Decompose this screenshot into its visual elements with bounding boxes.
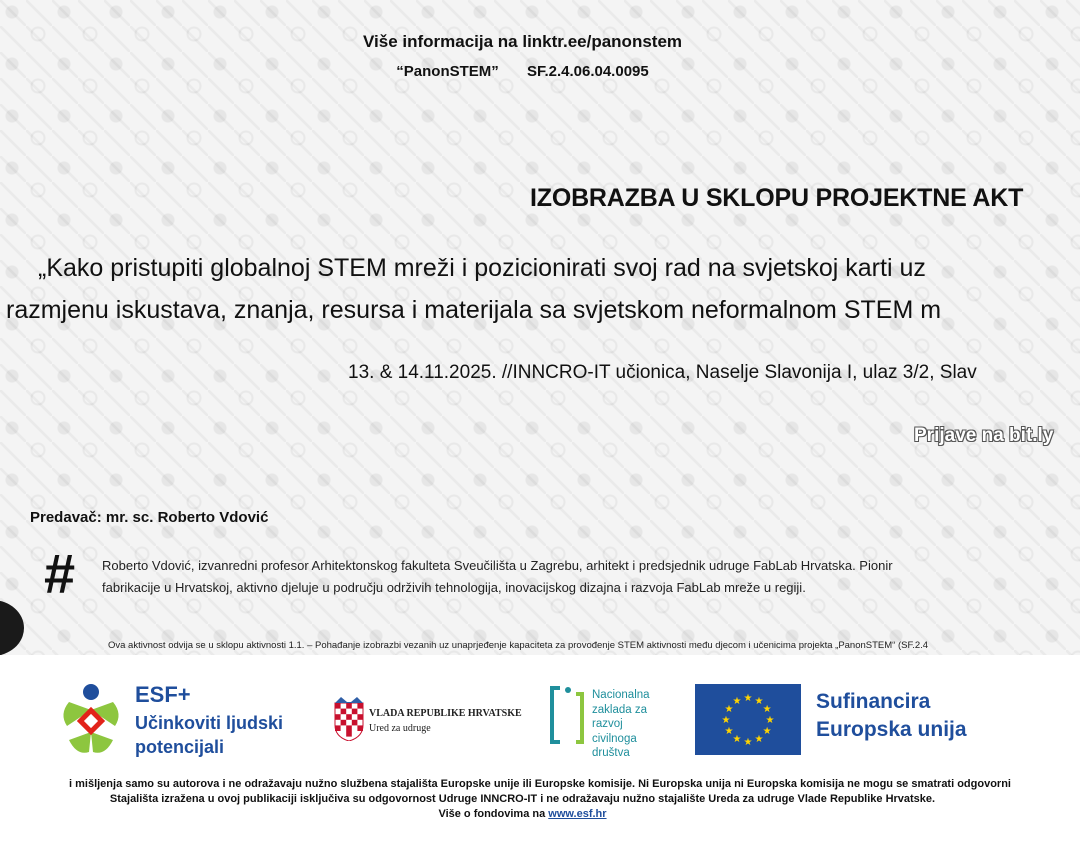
nacionalna-zaklada-logo: [548, 682, 668, 762]
disclaimer-line3: [0, 808, 1045, 820]
nz-line3: razvoj: [592, 718, 623, 730]
project-id-line: [0, 63, 1045, 80]
event-quote-line1: „Kako pristupiti globalnoj STEM mreži i pozicionirati svoj rad na svjetskoj karti uz: [38, 254, 926, 282]
esf-program-label: [135, 711, 283, 759]
disclaimer-line2: Stajališta izražena u ovoj publikaciji isključiva su odgovornost Udruge INNCRO-IT i ne odražavaju nužno stajalište Ureda za udruge Vlade Republike Hrvatske.: [109, 793, 936, 805]
eu-line1: Sufinancira: [816, 690, 931, 713]
eu-star-icon: ★: [724, 704, 734, 715]
nz-line5: društva: [592, 747, 630, 759]
eu-star-icon: ★: [732, 734, 742, 746]
esf-logo: [55, 680, 315, 762]
eu-star-icon: ★: [743, 737, 753, 748]
eu-star-icon: ★: [754, 734, 764, 746]
vlada-logo: [333, 697, 533, 743]
event-date-location: 13. & 14.11.2025. //INNCRO-IT učionica, Naselje Slavonija I, ulaz 3/2, Slav: [348, 362, 977, 383]
hashtag-icon: #: [44, 542, 76, 605]
esf-program-line1: Učinkoviti ljudski: [135, 713, 284, 733]
vlada-name: VLADA REPUBLIKE HRVATSKE: [369, 708, 522, 719]
eu-star-icon: ★: [762, 704, 772, 715]
lecturer-heading: Predavač: mr. sc. Roberto Vdović: [30, 509, 269, 526]
esf-link[interactable]: www.esf.hr: [548, 808, 607, 820]
eu-star-icon: ★: [765, 715, 775, 726]
info-link-text: Više informacija na linktr.ee/panonstem: [362, 32, 683, 51]
eu-line2: Europska unija: [816, 718, 967, 741]
eu-star-icon: ★: [754, 695, 764, 707]
nz-text: [592, 688, 650, 761]
project-code: SF.2.4.06.04.0095: [526, 63, 649, 80]
eu-star-icon: ★: [724, 726, 734, 737]
event-quote-line2: razmjenu iskustava, znanja, resursa i materijala sa svjetskom neformalnom STEM m: [6, 296, 942, 324]
vlada-office: Ured za udruge: [369, 723, 431, 734]
esf-plus-label: ESF+: [135, 682, 191, 707]
eu-star-icon: ★: [721, 715, 731, 726]
project-name: “PanonSTEM”: [396, 63, 499, 80]
eu-cofinance-label: [816, 688, 967, 744]
activity-note: Ova aktivnost odvija se u sklopu aktivnosti 1.1. – Pohađanje izobrazbi vezanih uz unaprjeđenje kapaciteta za provođenje STEM aktivnosti među djecom i učenicima projekta „PanonSTEM“ (SF.2.4: [108, 640, 929, 651]
eu-star-icon: ★: [743, 693, 753, 704]
disclaimer-line1: i mišljenja samo su autorova i ne odražavaju nužno službena stajališta Europske unije ili Europske komisije. Ni Europska unija ni Europska komisija ne mogu se smatrati odgovorni: [69, 778, 1011, 790]
nz-line2: zaklada za: [592, 703, 647, 716]
bio-line1: Roberto Vdović, izvanredni profesor Arhitektonskog fakulteta Sveučilišta u Zagrebu, arhitekt i predsjednik udruge FabLab Hrvatska. Pionir: [102, 558, 893, 573]
bio-line2: fabrikacije u Hrvatskoj, aktivno djeluje u području održivih tehnologija, inovacijskog dizajna i razvoja FabLab mreže u regiji.: [102, 580, 806, 595]
bracket-icon: [548, 686, 588, 746]
registration-link[interactable]: Prijave na bit.ly: [914, 425, 1054, 446]
nz-line4: civilnoga: [592, 732, 637, 745]
eu-logo: [695, 684, 995, 756]
funds-prefix: Više o fondovima na: [438, 808, 549, 820]
event-title: IZOBRAZBA U SKLOPU PROJEKTNE AKT: [530, 184, 1024, 212]
esf-pinwheel-icon: [55, 680, 127, 762]
esf-program-line2: potencijali: [135, 737, 225, 757]
eu-star-icon: ★: [732, 695, 742, 707]
eu-star-icon: ★: [762, 726, 772, 737]
croatian-coat-of-arms-icon: [333, 697, 365, 741]
lecturer-bio: [102, 555, 1080, 599]
nz-line1: Nacionalna: [592, 689, 650, 701]
eu-flag-icon: [695, 684, 801, 755]
